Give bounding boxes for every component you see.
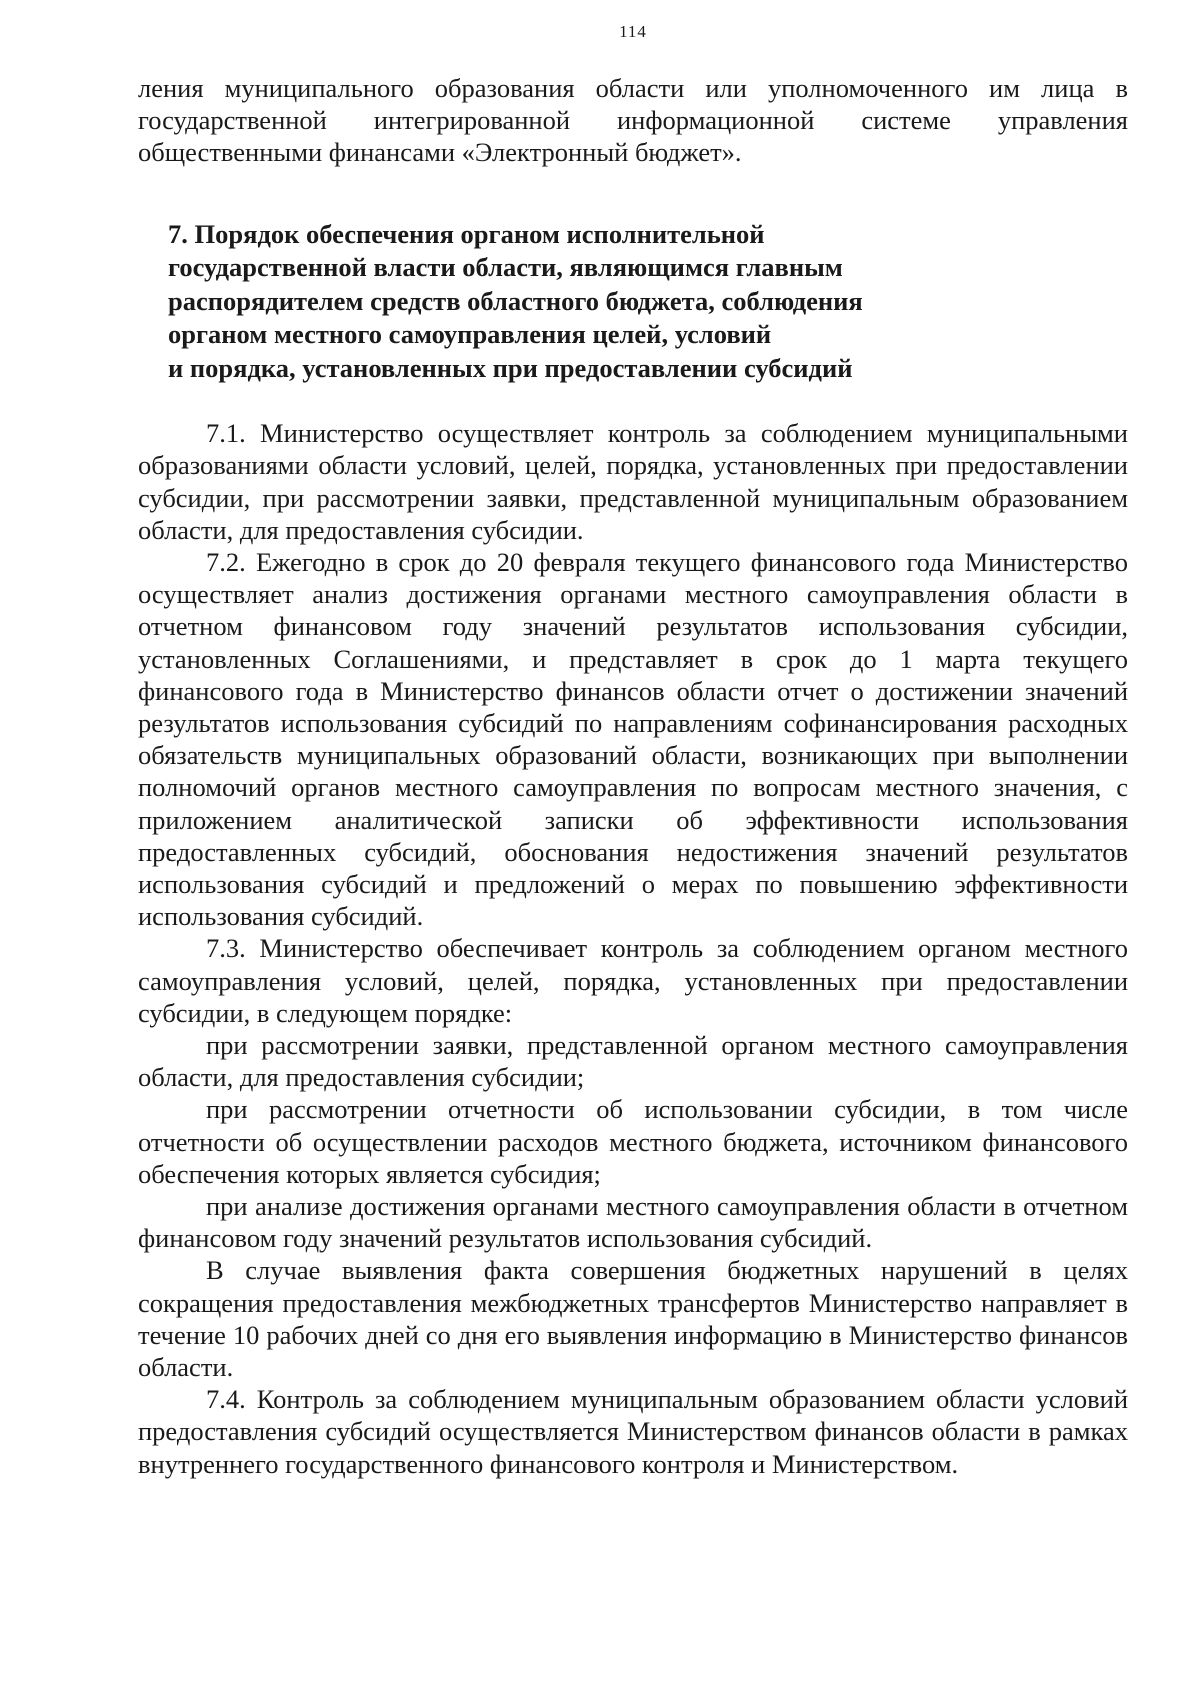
heading-line: распорядителем средств областного бюджета, соблюдения [168,285,863,316]
intro-paragraph: ления муниципального образования области или уполномоченного им лица в государственной интегрированной информационной системе управления общественными финансами «Электронный бюджет». [138,73,1128,168]
heading-line: и порядка, установленных при предоставлении субсидий [168,352,853,383]
paragraph-7-3: 7.3. Министерство обеспечивает контроль за соблюдением органом местного самоуправления условий, целей, порядка, установленных при предоставлении субсидии, в следующем порядке: [138,933,1128,1028]
heading-line: 7. Порядок обеспечения органом исполнительной [168,218,765,249]
paragraph-7-4: 7.4. Контроль за соблюдением муниципальным образованием области условий предоставления субсидий осуществляется Министерством финансов области в рамках внутреннего государственного финансового контроля и Министерством. [138,1384,1128,1479]
paragraph-7-1: 7.1. Министерство осуществляет контроль за соблюдением муниципальными образованиями области условий, целей, порядка, установленных при предоставлении субсидии, при рассмотрении заявки, представленной муниципальным образованием области, для предоставления субсидии. [138,418,1128,545]
document-body [138,72,1128,1480]
list-item-application-review: при рассмотрении заявки, представленной органом местного самоуправления области, для предоставления субсидии; [138,1029,1128,1093]
list-item-reporting-review: при рассмотрении отчетности об использовании субсидии, в том числе отчетности об осуществлении расходов местного бюджета, источником финансового обеспечения которых является субсидия; [138,1094,1128,1189]
list-item-results-analysis: при анализе достижения органами местного самоуправления области в отчетном финансовом году значений результатов использования субсидий. [138,1190,1128,1254]
heading-line: органом местного самоуправления целей, условий [168,319,772,350]
page-number: 114 [619,22,647,41]
section-heading [138,218,1128,386]
heading-line: государственной власти области, являющимся главным [168,252,843,283]
paragraph-7-2: 7.2. Ежегодно в срок до 20 февраля текущего финансового года Министерство осуществляет анализ достижения органами местного самоуправления области в отчетном финансовом году значений результатов использования субсидии, установленных Соглашениями, и представляет в срок до 1 марта текущего финансового года в Министерство финансов области отчет о достижении значений результатов использования субсидий по направлениям софинансирования расходных обязательств муниципальных образований области, возникающих при выполнении полномочий органов местного самоуправления по вопросам местного значения, с приложением аналитической записки об эффективности использования предоставленных субсидий, обоснования недостижения значений результатов использования субсидий и предложений о мерах по повышению эффективности использования субсидий. [138,546,1128,932]
paragraph-violations: В случае выявления факта совершения бюджетных нарушений в целях сокращения предоставления межбюджетных трансфертов Министерство направляет в течение 10 рабочих дней со дня его выявления информацию в Министерство финансов области. [138,1255,1128,1382]
